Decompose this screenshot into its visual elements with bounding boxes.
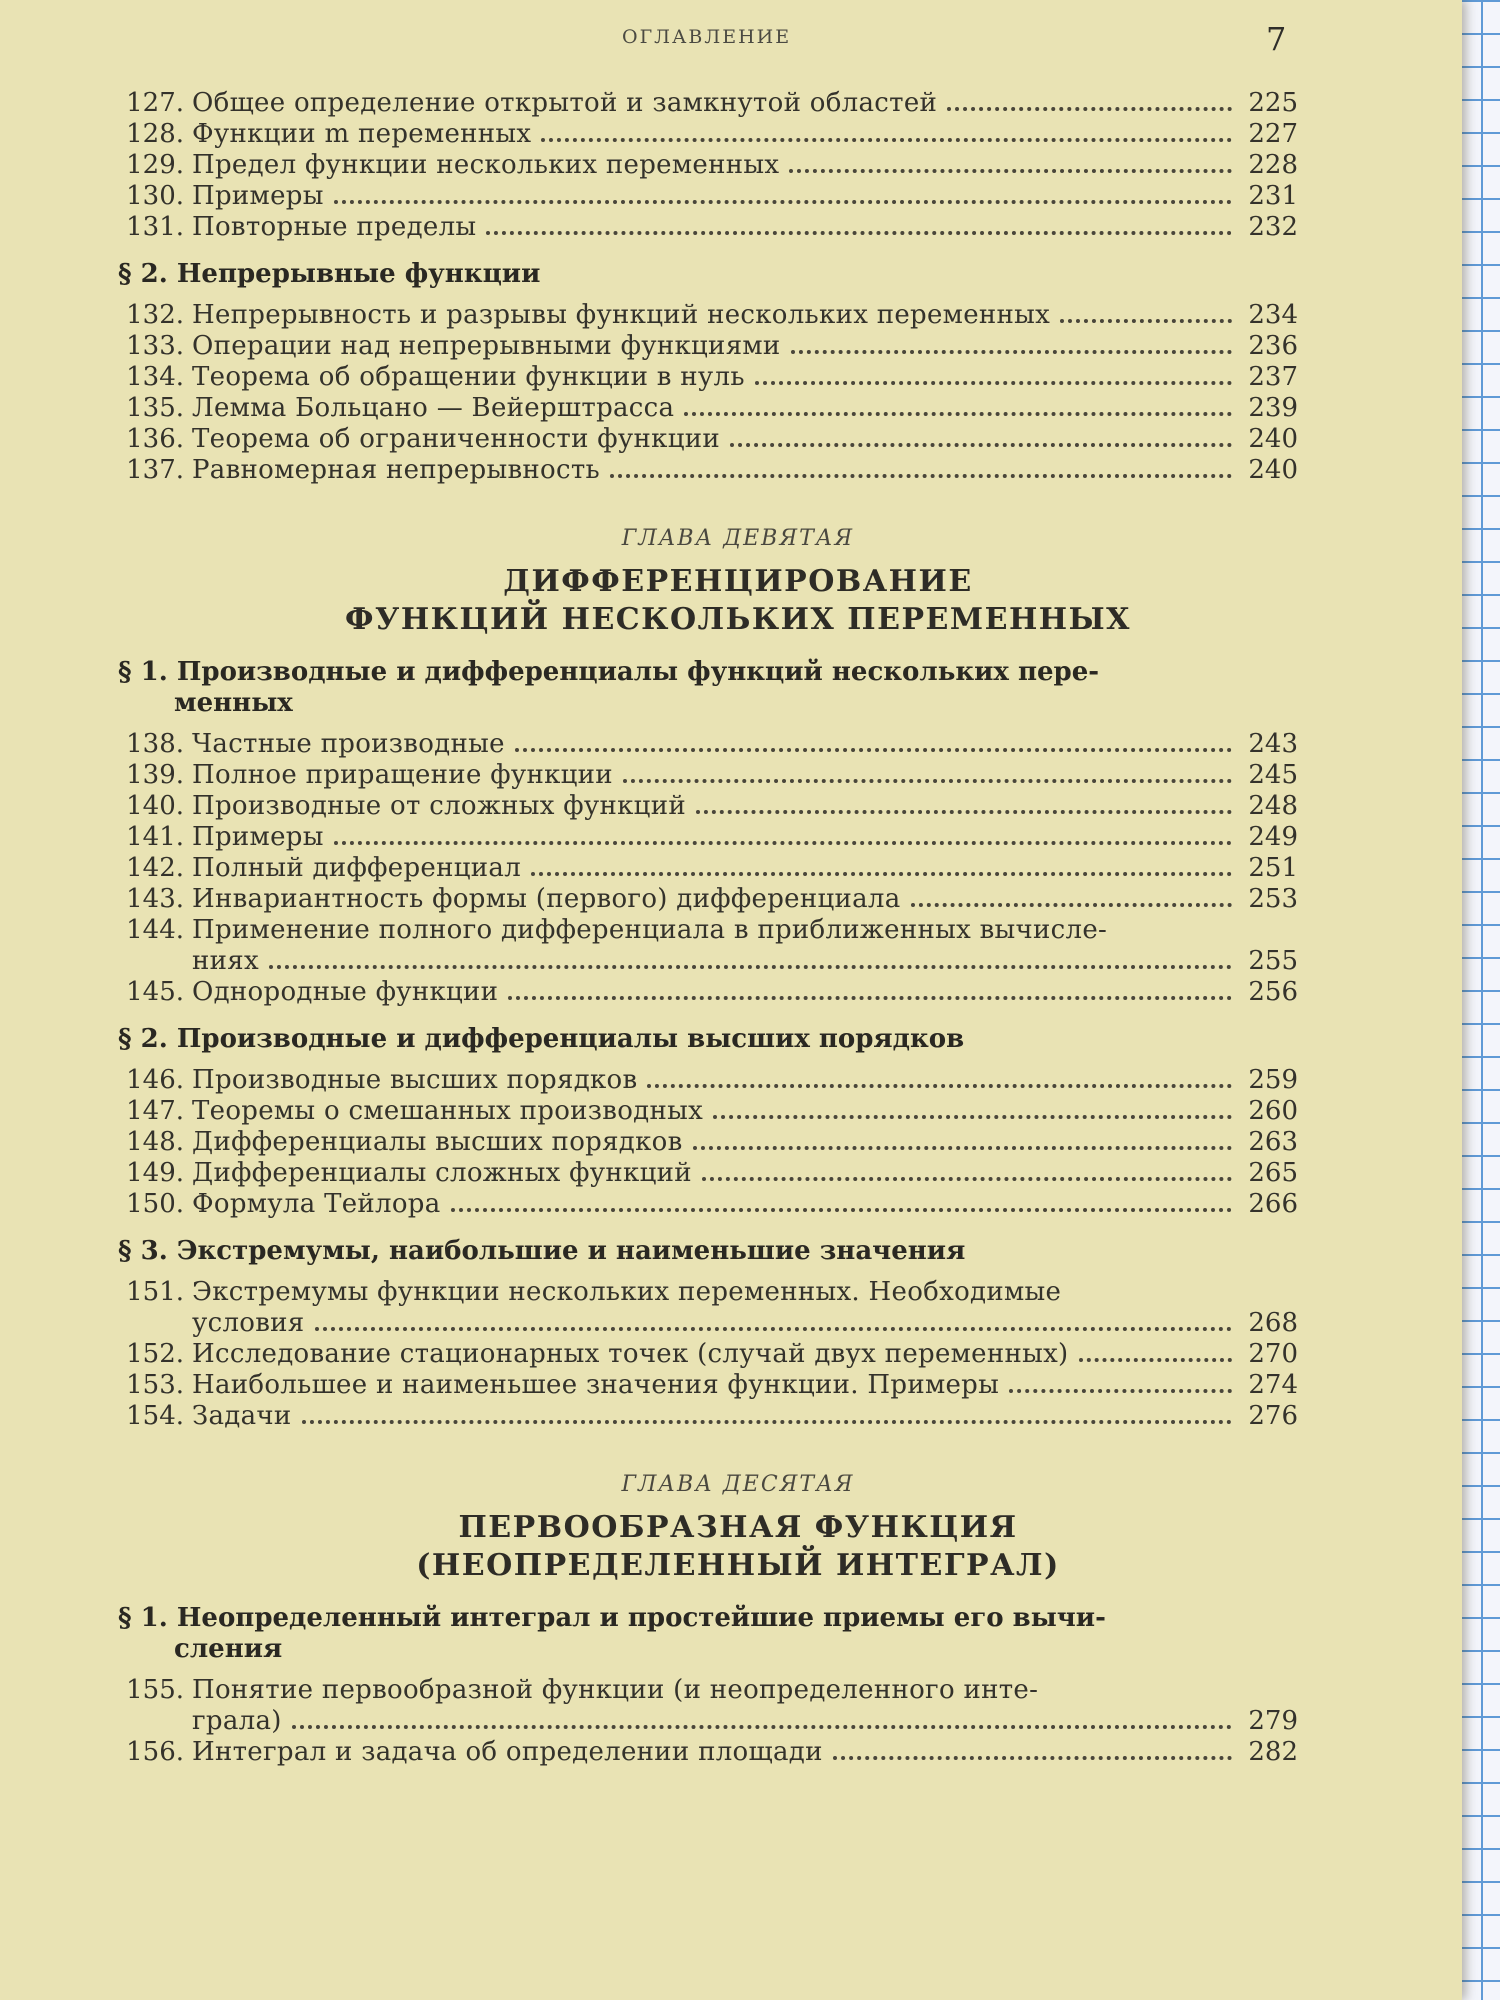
dot-leader [684, 411, 1232, 416]
toc-entry [118, 212, 1298, 243]
entry-page: 263 [1248, 1127, 1298, 1157]
entry-title: Функции m переменных [192, 119, 532, 149]
dot-leader [515, 747, 1232, 752]
running-title: ОГЛАВЛЕНИЕ [622, 26, 792, 48]
page-number: 7 [1266, 20, 1287, 58]
chapter-label: ГЛАВА ДЕВЯТАЯ [621, 526, 855, 551]
entry-title: Задачи [192, 1401, 292, 1431]
dot-leader [755, 380, 1232, 385]
toc-block [118, 1277, 1298, 1432]
dot-leader [833, 1755, 1232, 1760]
dot-leader [1079, 1357, 1232, 1362]
entry-page: 268 [1248, 1308, 1298, 1338]
toc-entry [118, 119, 1298, 150]
entry-number: 135. [126, 393, 184, 423]
dot-leader [451, 1207, 1232, 1212]
toc-entry [118, 791, 1298, 822]
toc-entry [118, 393, 1298, 424]
toc-entry [118, 760, 1298, 791]
entry-title: Понятие первообразной функции (и неопределенного инте- [192, 1675, 1039, 1705]
entry-page: 237 [1248, 362, 1298, 392]
entry-page: 239 [1248, 393, 1298, 423]
toc-block [118, 729, 1298, 1008]
toc-entry [118, 1401, 1298, 1432]
entry-number: 147. [126, 1096, 184, 1126]
entry-number: 144. [126, 915, 184, 945]
dot-leader [334, 199, 1232, 204]
entry-title: Повторные пределы [192, 212, 477, 242]
entry-page: 276 [1248, 1401, 1298, 1431]
dot-leader [315, 1326, 1233, 1331]
entry-page: 260 [1248, 1096, 1298, 1126]
section-heading [118, 1236, 1298, 1267]
entry-page: 240 [1248, 455, 1298, 485]
entry-number: 143. [126, 884, 184, 914]
dot-leader [1009, 1388, 1232, 1393]
toc-entry [118, 1277, 1298, 1308]
entry-number: 136. [126, 424, 184, 454]
entry-page: 282 [1248, 1737, 1298, 1767]
dot-leader [1060, 318, 1232, 323]
section-title: § 1. Производные и дифференциалы функций нескольких пере- [118, 657, 1100, 687]
entry-title: Применение полного дифференциала в приближенных вычисле- [192, 915, 1108, 945]
toc-entry [118, 1339, 1298, 1370]
entry-title: Примеры [192, 181, 324, 211]
entry-number: 129. [126, 150, 184, 180]
toc-entry-continuation [118, 946, 1298, 977]
toc-entry [118, 1737, 1298, 1768]
dot-leader [693, 1145, 1232, 1150]
toc-entry [118, 362, 1298, 393]
entry-page: 231 [1248, 181, 1298, 211]
toc-entry [118, 424, 1298, 455]
entry-page: 255 [1248, 946, 1298, 976]
toc-entry [118, 729, 1298, 760]
entry-title: Предел функции нескольких переменных [192, 150, 780, 180]
toc-entry [118, 1127, 1298, 1158]
entry-number: 133. [126, 331, 184, 361]
entry-page: 253 [1248, 884, 1298, 914]
toc-entry [118, 822, 1298, 853]
section-title: § 3. Экстремумы, наибольшие и наименьшие значения [118, 1236, 966, 1266]
entry-number: 145. [126, 977, 184, 1007]
dot-leader [292, 1724, 1232, 1729]
toc-block [118, 1065, 1298, 1220]
entry-page: 265 [1248, 1158, 1298, 1188]
dot-leader [486, 230, 1232, 235]
entry-title: Исследование стационарных точек (случай двух переменных) [192, 1339, 1069, 1369]
entry-title: Равномерная непрерывность [192, 455, 600, 485]
toc-block [118, 300, 1298, 486]
entry-number: 154. [126, 1401, 184, 1431]
chapter-title [118, 563, 1298, 639]
dot-leader [947, 106, 1232, 111]
entry-title: Частные производные [192, 729, 505, 759]
entry-page: 236 [1248, 331, 1298, 361]
entry-number: 138. [126, 729, 184, 759]
section-heading [118, 1603, 1298, 1665]
entry-page: 249 [1248, 822, 1298, 852]
entry-title-continuation: условия [192, 1308, 305, 1338]
chapter-title-line: (НЕОПРЕДЕЛЕННЫЙ ИНТЕГРАЛ) [416, 1548, 1060, 1583]
entry-title: Полное приращение функции [192, 760, 613, 790]
toc-entry-continuation [118, 1706, 1298, 1737]
entry-title: Примеры [192, 822, 324, 852]
entry-number: 150. [126, 1189, 184, 1219]
section-heading [118, 259, 1298, 290]
toc-entry [118, 1065, 1298, 1096]
toc-entry [118, 150, 1298, 181]
section-title: § 2. Производные и дифференциалы высших порядков [118, 1024, 965, 1054]
entry-number: 149. [126, 1158, 184, 1188]
dot-leader [334, 840, 1232, 845]
entry-title: Непрерывность и разрывы функций нескольких переменных [192, 300, 1051, 330]
entry-title: Интеграл и задача об определении площади [192, 1737, 823, 1767]
dot-leader [730, 442, 1232, 447]
entry-title: Дифференциалы высших порядков [192, 1127, 683, 1157]
entry-page: 227 [1248, 119, 1298, 149]
table-of-contents [118, 88, 1298, 1768]
toc-entry [118, 1096, 1298, 1127]
entry-number: 140. [126, 791, 184, 821]
toc-entry [118, 977, 1298, 1008]
entry-title: Инвариантность формы (первого) дифференциала [192, 884, 901, 914]
dot-leader [713, 1114, 1232, 1119]
section-heading [118, 1024, 1298, 1055]
entry-page: 279 [1248, 1706, 1298, 1736]
dot-leader [531, 871, 1232, 876]
entry-title: Теорема об ограниченности функции [192, 424, 720, 454]
entry-number: 151. [126, 1277, 184, 1307]
toc-entry [118, 1675, 1298, 1706]
entry-number: 139. [126, 760, 184, 790]
entry-number: 132. [126, 300, 184, 330]
toc-entry [118, 884, 1298, 915]
entry-page: 232 [1248, 212, 1298, 242]
chapter-label: ГЛАВА ДЕСЯТАЯ [621, 1472, 855, 1497]
dot-leader [702, 1176, 1232, 1181]
entry-title: Производные от сложных функций [192, 791, 686, 821]
entry-page: 274 [1248, 1370, 1298, 1400]
entry-number: 155. [126, 1675, 184, 1705]
entry-number: 141. [126, 822, 184, 852]
dot-leader [623, 778, 1232, 783]
entry-page: 245 [1248, 760, 1298, 790]
dot-leader [269, 964, 1232, 969]
dot-leader [696, 809, 1232, 814]
entry-page: 225 [1248, 88, 1298, 118]
section-title-continuation: сления [174, 1634, 283, 1664]
entry-number: 130. [126, 181, 184, 211]
toc-block [118, 1675, 1298, 1768]
entry-title: Дифференциалы сложных функций [192, 1158, 692, 1188]
entry-title: Формула Тейлора [192, 1189, 441, 1219]
entry-number: 131. [126, 212, 184, 242]
toc-entry [118, 915, 1298, 946]
entry-page: 266 [1248, 1189, 1298, 1219]
entry-page: 270 [1248, 1339, 1298, 1369]
dot-leader [791, 349, 1232, 354]
toc-entry [118, 1370, 1298, 1401]
dot-leader [508, 995, 1232, 1000]
entry-page: 256 [1248, 977, 1298, 1007]
toc-block [118, 88, 1298, 243]
entry-title-continuation: грала) [192, 1706, 282, 1736]
toc-entry [118, 181, 1298, 212]
entry-number: 153. [126, 1370, 184, 1400]
entry-page: 259 [1248, 1065, 1298, 1095]
entry-title: Наибольшее и наименьшее значения функции. Примеры [192, 1370, 1000, 1400]
toc-entry [118, 88, 1298, 119]
chapter-title-line: ФУНКЦИЙ НЕСКОЛЬКИХ ПЕРЕМЕННЫХ [345, 602, 1131, 637]
entry-title: Производные высших порядков [192, 1065, 638, 1095]
dot-leader [541, 137, 1232, 142]
toc-entry [118, 455, 1298, 486]
entry-title: Операции над непрерывными функциями [192, 331, 781, 361]
dot-leader [911, 902, 1232, 907]
entry-title: Экстремумы функции нескольких переменных. Необходимые [192, 1277, 1062, 1307]
entry-number: 152. [126, 1339, 184, 1369]
toc-entry [118, 300, 1298, 331]
chapter-title-line: ДИФФЕРЕНЦИРОВАНИЕ [503, 564, 973, 599]
entry-page: 251 [1248, 853, 1298, 883]
entry-number: 134. [126, 362, 184, 392]
section-heading [118, 657, 1298, 719]
toc-entry [118, 331, 1298, 362]
entry-number: 142. [126, 853, 184, 883]
entry-number: 146. [126, 1065, 184, 1095]
toc-entry-continuation [118, 1308, 1298, 1339]
entry-title: Полный дифференциал [192, 853, 522, 883]
dot-leader [647, 1083, 1232, 1088]
entry-page: 243 [1248, 729, 1298, 759]
entry-number: 127. [126, 88, 184, 118]
entry-title-continuation: ниях [192, 946, 259, 976]
entry-page: 228 [1248, 150, 1298, 180]
entry-title: Теоремы о смешанных производных [192, 1096, 704, 1126]
entry-title: Теорема об обращении функции в нуль [192, 362, 745, 392]
entry-number: 156. [126, 1737, 184, 1767]
dot-leader [610, 473, 1232, 478]
entry-page: 240 [1248, 424, 1298, 454]
entry-title: Однородные функции [192, 977, 499, 1007]
entry-page: 234 [1248, 300, 1298, 330]
section-title: § 2. Непрерывные функции [118, 259, 541, 289]
toc-entry [118, 853, 1298, 884]
entry-title: Общее определение открытой и замкнутой областей [192, 88, 938, 118]
entry-number: 137. [126, 455, 184, 485]
dot-leader [302, 1419, 1232, 1424]
section-title: § 1. Неопределенный интеграл и простейшие приемы его вычи- [118, 1603, 1106, 1633]
chapter-title-line: ПЕРВООБРАЗНАЯ ФУНКЦИЯ [458, 1510, 1018, 1545]
entry-number: 148. [126, 1127, 184, 1157]
toc-entry [118, 1189, 1298, 1220]
entry-number: 128. [126, 119, 184, 149]
dot-leader [789, 168, 1232, 173]
entry-page: 248 [1248, 791, 1298, 821]
entry-title: Лемма Больцано — Вейерштрасса [192, 393, 675, 423]
toc-entry [118, 1158, 1298, 1189]
chapter-title [118, 1509, 1298, 1585]
section-title-continuation: менных [174, 688, 293, 718]
